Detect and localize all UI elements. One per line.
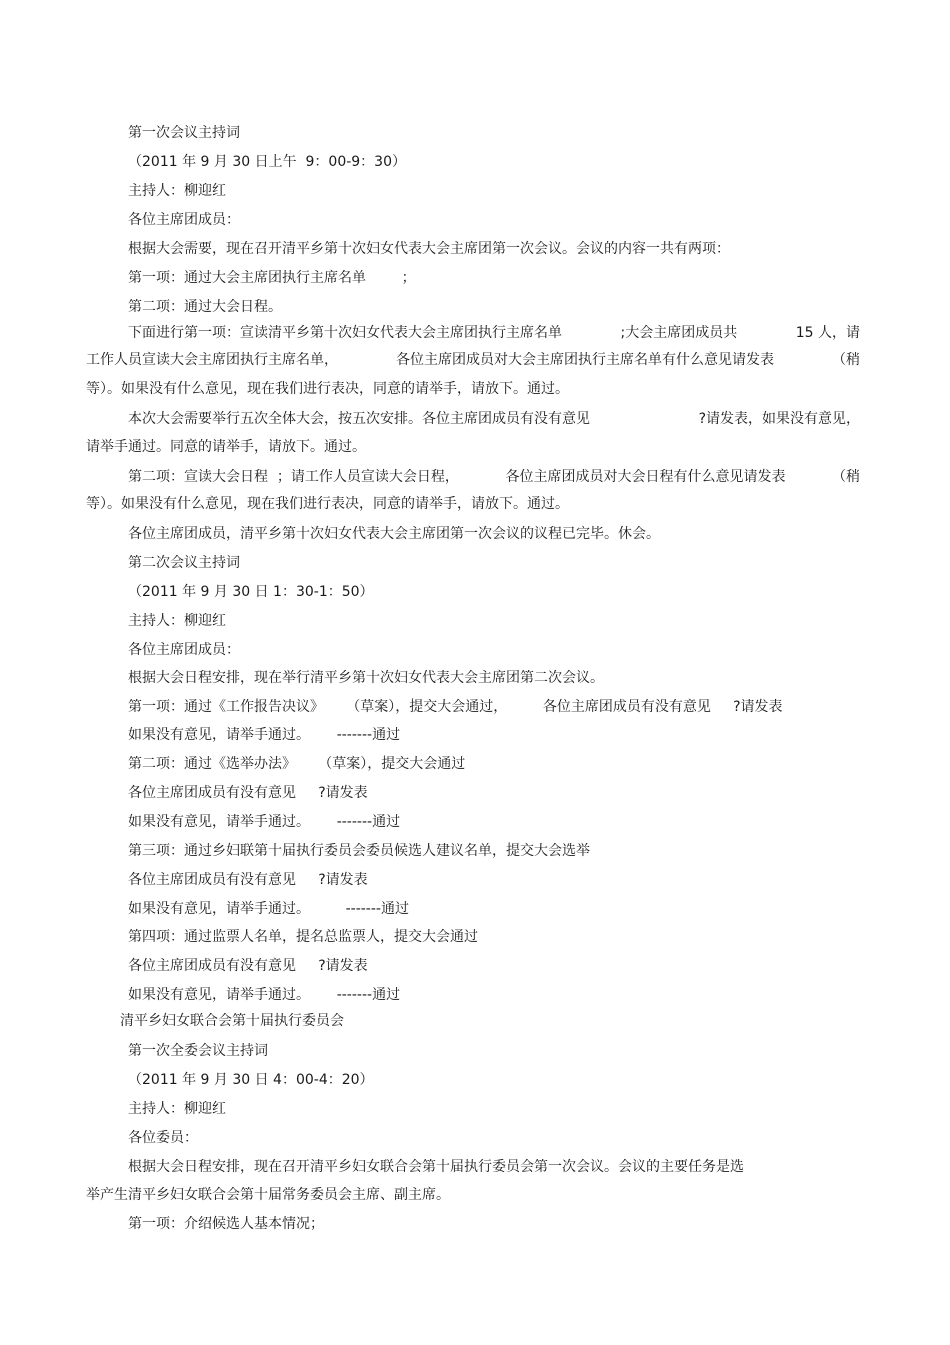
section-title-first-meeting: 第一次会议主持词 — [128, 125, 240, 141]
paragraph-line — [128, 409, 860, 429]
text-segment: 本次大会需要举行五次全体大会，按五次安排。各位主席团成员有没有意见 — [128, 411, 590, 427]
paragraph-line: 举产生清平乡妇女联合会第十届常务委员会主席、副主席。 — [86, 1187, 450, 1203]
agenda-item: 各位主席团成员有没有意见 ?请发表 — [128, 872, 368, 888]
paragraph-line — [128, 467, 860, 487]
paragraph: 根据大会日程安排，现在举行清平乡第十次妇女代表大会主席团第二次会议。 — [128, 670, 604, 686]
text-segment: ?请发表，如果没有意见， — [698, 411, 860, 427]
host-line: 主持人：柳迎红 — [128, 183, 226, 199]
salutation: 各位委员： — [128, 1130, 198, 1146]
agenda-item: 第一项：通过《工作报告决议》 （草案），提交大会通过， 各位主席团成员有没有意见 ?请发表 — [128, 699, 783, 715]
agenda-item: 第二项：通过大会日程。 — [128, 299, 282, 315]
agenda-item: 第二项：通过《选举办法》 （草案），提交大会通过 — [128, 756, 466, 772]
organization-heading: 清平乡妇女联合会第十届执行委员会 — [120, 1013, 344, 1029]
text-segment: 各位主席团成员对大会日程有什么意见请发表 — [505, 469, 786, 485]
agenda-item: 第四项：通过监票人名单，提名总监票人，提交大会通过 — [128, 929, 478, 945]
text-segment: 15 人，请 — [795, 325, 860, 341]
agenda-item: 第三项：通过乡妇联第十届执行委员会委员候选人建议名单，提交大会选举 — [128, 843, 590, 859]
paragraph-line — [86, 350, 860, 370]
agenda-item: 各位主席团成员有没有意见 ?请发表 — [128, 958, 368, 974]
agenda-item: 如果没有意见，请举手通过。 -------通过 — [128, 814, 401, 830]
text-segment: 下面进行第一项：宣读清平乡第十次妇女代表大会主席团执行主席名单 — [128, 325, 562, 341]
meeting-time: （2011 年 9 月 30 日 1：30-1：50） — [128, 584, 374, 600]
agenda-item: 如果没有意见，请举手通过。 -------通过 — [128, 987, 401, 1003]
host-line: 主持人：柳迎红 — [128, 1101, 226, 1117]
agenda-item: 第一项：介绍候选人基本情况； — [128, 1216, 324, 1232]
text-segment: （稍 — [832, 469, 860, 485]
section-title-plenary: 第一次全委会议主持词 — [128, 1043, 268, 1059]
agenda-item: 如果没有意见，请举手通过。 -------通过 — [128, 727, 401, 743]
text-segment: ;大会主席团成员共 — [620, 325, 738, 341]
paragraph-line: 请举手通过。同意的请举手，请放下。通过。 — [86, 439, 366, 455]
paragraph-line — [128, 323, 860, 343]
text-segment: 工作人员宣读大会主席团执行主席名单， — [86, 352, 338, 368]
text-segment: 第二项：宣读大会日程 ；请工作人员宣读大会日程， — [128, 469, 459, 485]
meeting-time: （2011 年 9 月 30 日上午 9：00-9：30） — [128, 154, 406, 170]
agenda-item: 各位主席团成员有没有意见 ?请发表 — [128, 785, 368, 801]
meeting-time: （2011 年 9 月 30 日 4：00-4：20） — [128, 1072, 374, 1088]
paragraph-line: 等）。如果没有什么意见，现在我们进行表决，同意的请举手，请放下。通过。 — [86, 381, 569, 397]
salutation: 各位主席团成员： — [128, 212, 240, 228]
text-segment: 各位主席团成员对大会主席团执行主席名单有什么意见请发表 — [396, 352, 774, 368]
paragraph: 各位主席团成员，清平乡第十次妇女代表大会主席团第一次会议的议程已完毕。休会。 — [128, 526, 660, 542]
agenda-item: 如果没有意见，请举手通过。 -------通过 — [128, 901, 409, 917]
paragraph-line: 等）。如果没有什么意见，现在我们进行表决，同意的请举手，请放下。通过。 — [86, 496, 569, 512]
paragraph: 根据大会需要，现在召开清平乡第十次妇女代表大会主席团第一次会议。会议的内容一共有两项： — [128, 241, 730, 257]
text-segment: （稍 — [832, 352, 860, 368]
paragraph-line: 根据大会日程安排，现在召开清平乡妇女联合会第十届执行委员会第一次会议。会议的主要任务是选 — [128, 1159, 744, 1175]
host-line: 主持人：柳迎红 — [128, 613, 226, 629]
salutation: 各位主席团成员： — [128, 642, 240, 658]
section-title-second-meeting: 第二次会议主持词 — [128, 555, 240, 571]
agenda-item: 第一项：通过大会主席团执行主席名单 ； — [128, 270, 416, 286]
